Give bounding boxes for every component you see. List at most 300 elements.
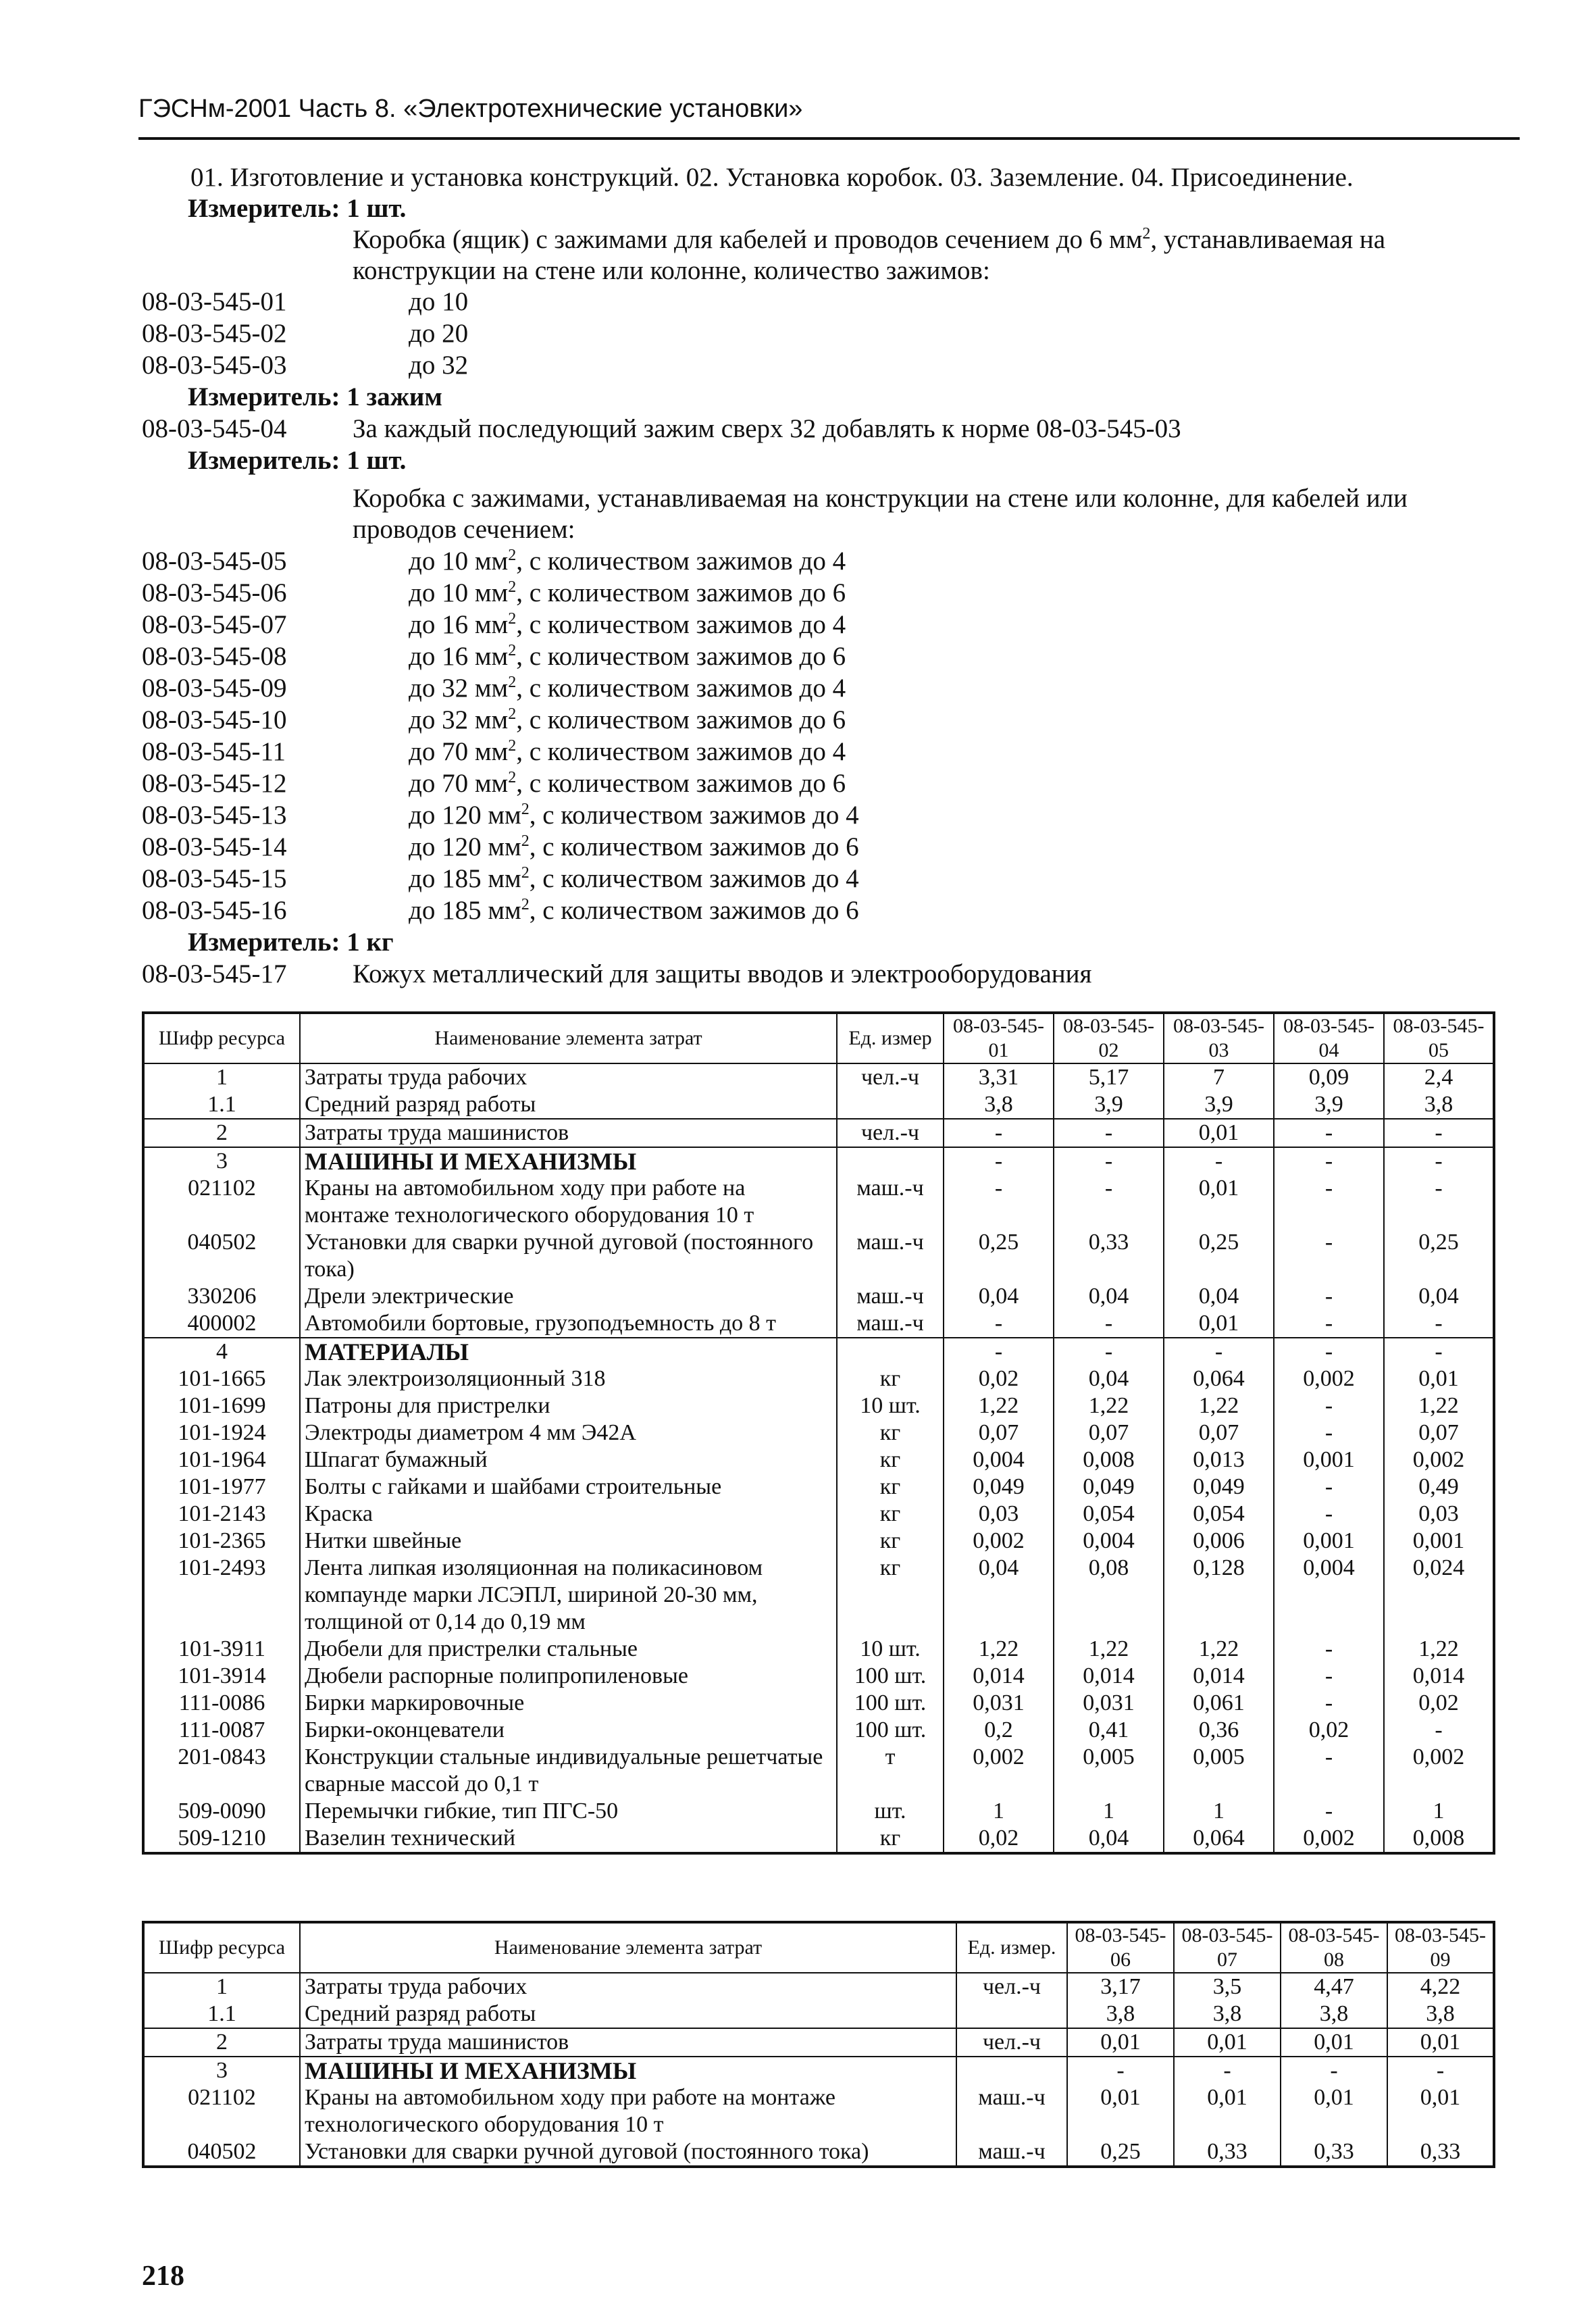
- resource-name-cell: Автомобили бортовые, грузоподъемность до 8 т: [300, 1310, 837, 1338]
- norm-text: до 10 $мм^2$, с количеством зажимов до 6: [409, 578, 846, 607]
- table-row: [143, 1636, 1494, 1663]
- value-cell: -: [1274, 1744, 1384, 1798]
- unit-cell: кг: [837, 1365, 944, 1392]
- table-row: [143, 1717, 1494, 1744]
- unit-cell: шт.: [837, 1798, 944, 1825]
- value-cell: 3,8: [1067, 2001, 1174, 2028]
- unit-cell: кг: [837, 1447, 944, 1474]
- norm-code: 08-03-545-04: [142, 414, 287, 443]
- value-cell: 0,09: [1274, 1063, 1384, 1091]
- table-row: [143, 1528, 1494, 1555]
- column-header: 08-03-545-01: [944, 1013, 1054, 1063]
- value-cell: -: [1164, 1338, 1274, 1365]
- unit-cell: чел.-ч: [837, 1063, 944, 1091]
- page-number: 218: [142, 2261, 184, 2292]
- resource-name-cell: Болты с гайками и шайбами строительные: [300, 1474, 837, 1501]
- table-row: [143, 1419, 1494, 1447]
- unit-cell: кг: [837, 1419, 944, 1447]
- resource-name-cell: Дрели электрические: [300, 1283, 837, 1310]
- column-header: Ед. измер: [837, 1013, 944, 1063]
- norm-code: 08-03-545-13: [142, 801, 287, 830]
- value-cell: 0,128: [1164, 1555, 1274, 1636]
- value-cell: -: [1274, 1310, 1384, 1338]
- table-row: [143, 1365, 1494, 1392]
- unit-cell: 100 шт.: [837, 1717, 944, 1744]
- value-cell: -: [1274, 1175, 1384, 1229]
- unit-cell: 100 шт.: [837, 1663, 944, 1690]
- table-row: [143, 1663, 1494, 1690]
- resource-code-cell: 201-0843: [143, 1744, 300, 1798]
- value-cell: 0,01: [1387, 2028, 1494, 2057]
- resource-code-cell: 021102: [143, 2084, 300, 2138]
- resource-name-cell: Установки для сварки ручной дуговой (постоянного тока): [300, 2138, 956, 2167]
- value-cell: 0,002: [944, 1528, 1054, 1555]
- table-row: [143, 1091, 1494, 1119]
- value-cell: 0,02: [944, 1365, 1054, 1392]
- table-row: [143, 2057, 1494, 2084]
- value-cell: 0,006: [1164, 1528, 1274, 1555]
- unit-cell: чел.-ч: [956, 1973, 1067, 2001]
- value-cell: 0,054: [1054, 1501, 1164, 1528]
- value-cell: 0,024: [1384, 1555, 1494, 1636]
- norm-code: 08-03-545-12: [142, 769, 287, 798]
- column-header: 08-03-545-08: [1281, 1922, 1387, 1973]
- value-cell: 0,04: [1054, 1283, 1164, 1310]
- value-cell: 0,001: [1384, 1528, 1494, 1555]
- value-cell: 0,005: [1164, 1744, 1274, 1798]
- value-cell: 0,002: [1274, 1365, 1384, 1392]
- table-row: [143, 1338, 1494, 1365]
- norm-text: до 70 $мм^2$, с количеством зажимов до 6: [409, 769, 846, 798]
- resource-code-cell: 021102: [143, 1175, 300, 1229]
- resource-name-cell: Краска: [300, 1501, 837, 1528]
- header-rule: [138, 137, 1520, 140]
- value-cell: 0,01: [1174, 2084, 1281, 2138]
- value-cell: 3,5: [1174, 1973, 1281, 2001]
- value-cell: 0,049: [1054, 1474, 1164, 1501]
- value-cell: 0,004: [1054, 1528, 1164, 1555]
- value-cell: 0,03: [944, 1501, 1054, 1528]
- value-cell: -: [1274, 1392, 1384, 1419]
- norm-text: до 10 $мм^2$, с количеством зажимов до 4: [409, 547, 846, 576]
- table-row: [143, 2001, 1494, 2028]
- value-cell: -: [1054, 1175, 1164, 1229]
- norm-text: до 70 $мм^2$, с количеством зажимов до 4: [409, 737, 846, 766]
- unit-cell: маш.-ч: [956, 2138, 1067, 2167]
- table-row: [143, 1447, 1494, 1474]
- value-cell: 0,33: [1054, 1229, 1164, 1283]
- norm-code: 08-03-545-07: [142, 610, 287, 639]
- value-cell: -: [1274, 1663, 1384, 1690]
- value-cell: 3,8: [944, 1091, 1054, 1119]
- norm-text: до 32 $мм^2$, с количеством зажимов до 6: [409, 705, 846, 734]
- value-cell: -: [1067, 2057, 1174, 2084]
- value-cell: -: [944, 1175, 1054, 1229]
- value-cell: -: [1274, 1636, 1384, 1663]
- value-cell: 0,33: [1174, 2138, 1281, 2167]
- value-cell: 1,22: [1384, 1636, 1494, 1663]
- value-cell: 0,02: [1384, 1690, 1494, 1717]
- norm-code: 08-03-545-11: [142, 737, 286, 766]
- column-header: 08-03-545-09: [1387, 1922, 1494, 1973]
- resource-name-cell: Лента липкая изоляционная на поликасиновом компаунде марки ЛСЭПЛ, шириной 20-30 мм, толщиной от 0,14 до 0,19 мм: [300, 1555, 837, 1636]
- value-cell: 0,33: [1387, 2138, 1494, 2167]
- norm-code: 08-03-545-03: [142, 351, 287, 380]
- table-row: [143, 2028, 1494, 2057]
- resource-name-cell: Средний разряд работы: [300, 1091, 837, 1119]
- resource-name-cell: Затраты труда машинистов: [300, 2028, 956, 2057]
- norm-code: 08-03-545-08: [142, 642, 287, 671]
- table-row: [143, 1474, 1494, 1501]
- norm-code: 08-03-545-09: [142, 674, 287, 703]
- value-cell: 0,054: [1164, 1501, 1274, 1528]
- value-cell: 1,22: [1054, 1636, 1164, 1663]
- resource-code-cell: 040502: [143, 2138, 300, 2167]
- value-cell: 0,064: [1164, 1365, 1274, 1392]
- unit-cell: 100 шт.: [837, 1690, 944, 1717]
- value-cell: 1,22: [944, 1636, 1054, 1663]
- description-1: Коробка (ящик) с зажимами для кабелей и проводов сечением до 6 $мм^2$, устанавливаемая на: [353, 225, 1386, 254]
- value-cell: 3,8: [1281, 2001, 1387, 2028]
- value-cell: 0,04: [944, 1555, 1054, 1636]
- value-cell: 7: [1164, 1063, 1274, 1091]
- norm-code: 08-03-545-06: [142, 578, 287, 607]
- value-cell: -: [1274, 1690, 1384, 1717]
- value-cell: 2,4: [1384, 1063, 1494, 1091]
- norm-code: 08-03-545-15: [142, 864, 287, 893]
- resource-name-cell: Бирки-оконцеватели: [300, 1717, 837, 1744]
- value-cell: 0,014: [1384, 1663, 1494, 1690]
- value-cell: 0,41: [1054, 1717, 1164, 1744]
- unit-cell: [837, 1338, 944, 1365]
- table-row: [143, 1555, 1494, 1636]
- value-cell: 0,01: [1067, 2084, 1174, 2138]
- value-cell: 0,001: [1274, 1528, 1384, 1555]
- value-cell: 0,04: [1054, 1365, 1164, 1392]
- resource-name-cell: Установки для сварки ручной дуговой (постоянного тока): [300, 1229, 837, 1283]
- value-cell: 0,25: [1067, 2138, 1174, 2167]
- value-cell: -: [944, 1147, 1054, 1175]
- value-cell: 0,01: [1384, 1365, 1494, 1392]
- resource-name-cell: Патроны для пристрелки: [300, 1392, 837, 1419]
- resource-name-cell: Перемычки гибкие, тип ПГС-50: [300, 1798, 837, 1825]
- table-header-row: [143, 1922, 1494, 1973]
- resource-code-cell: 2: [143, 1119, 300, 1147]
- table-row: [143, 2084, 1494, 2138]
- value-cell: 0,25: [1164, 1229, 1274, 1283]
- value-cell: -: [1274, 1229, 1384, 1283]
- value-cell: 3,31: [944, 1063, 1054, 1091]
- table-row: [143, 1798, 1494, 1825]
- value-cell: 0,04: [1054, 1825, 1164, 1853]
- unit-cell: чел.-ч: [956, 2028, 1067, 2057]
- meter-line-2: Измеритель: 1 зажим: [188, 382, 442, 411]
- table-row: [143, 1690, 1494, 1717]
- meter-label: Измеритель:: [188, 194, 340, 223]
- resource-code-cell: 2: [143, 2028, 300, 2057]
- norm-code: 08-03-545-16: [142, 896, 287, 925]
- resource-code-cell: 101-1924: [143, 1419, 300, 1447]
- resource-code-cell: 509-0090: [143, 1798, 300, 1825]
- value-cell: 0,08: [1054, 1555, 1164, 1636]
- column-header: 08-03-545-05: [1384, 1013, 1494, 1063]
- resource-code-cell: 509-1210: [143, 1825, 300, 1853]
- norm-text: до 185 $мм^2$, с количеством зажимов до 6: [409, 896, 859, 925]
- resource-name-cell: МАШИНЫ И МЕХАНИЗМЫ: [300, 1147, 837, 1175]
- resource-name-cell: Шпагат бумажный: [300, 1447, 837, 1474]
- resource-name-cell: Электроды диаметром 4 мм Э42А: [300, 1419, 837, 1447]
- norm-text: до 120 $мм^2$, с количеством зажимов до 4: [409, 801, 859, 830]
- norm-text: до 16 $мм^2$, с количеством зажимов до 6: [409, 642, 846, 671]
- resource-code-cell: 4: [143, 1338, 300, 1365]
- unit-cell: маш.-ч: [837, 1175, 944, 1229]
- value-cell: -: [1281, 2057, 1387, 2084]
- value-cell: 0,005: [1054, 1744, 1164, 1798]
- resource-code-cell: 101-2143: [143, 1501, 300, 1528]
- description-1-cont: конструкции на стене или колонне, количество зажимов:: [353, 256, 990, 285]
- resource-code-cell: 3: [143, 2057, 300, 2084]
- table-row: [143, 1825, 1494, 1853]
- value-cell: 1: [1384, 1798, 1494, 1825]
- value-cell: 0,07: [944, 1419, 1054, 1447]
- value-cell: -: [1274, 1283, 1384, 1310]
- norm-text: до 120 $мм^2$, с количеством зажимов до 6: [409, 832, 859, 861]
- value-cell: 0,2: [944, 1717, 1054, 1744]
- table-row: [143, 1392, 1494, 1419]
- value-cell: 1,22: [1054, 1392, 1164, 1419]
- value-cell: -: [1274, 1119, 1384, 1147]
- value-cell: 0,01: [1067, 2028, 1174, 2057]
- norm-text: до 16 $мм^2$, с количеством зажимов до 4: [409, 610, 846, 639]
- value-cell: -: [1164, 1147, 1274, 1175]
- norm-text: Кожух металлический для защиты вводов и электрооборудования: [353, 959, 1092, 988]
- value-cell: -: [1054, 1310, 1164, 1338]
- unit-cell: маш.-ч: [837, 1283, 944, 1310]
- value-cell: 0,01: [1387, 2084, 1494, 2138]
- unit-cell: кг: [837, 1528, 944, 1555]
- value-cell: 0,049: [944, 1474, 1054, 1501]
- value-cell: 0,25: [1384, 1229, 1494, 1283]
- resource-code-cell: 1: [143, 1973, 300, 2001]
- value-cell: -: [944, 1310, 1054, 1338]
- meter-line-4: Измеритель: 1 кг: [188, 928, 394, 957]
- value-cell: 0,04: [944, 1283, 1054, 1310]
- table-row: [143, 1119, 1494, 1147]
- resource-code-cell: 111-0087: [143, 1717, 300, 1744]
- resource-code-cell: 040502: [143, 1229, 300, 1283]
- value-cell: -: [1384, 1175, 1494, 1229]
- value-cell: 0,001: [1274, 1447, 1384, 1474]
- column-header: Наименование элемента затрат: [300, 1013, 837, 1063]
- value-cell: 0,008: [1054, 1447, 1164, 1474]
- value-cell: -: [1274, 1501, 1384, 1528]
- page-header: ГЭСНм-2001 Часть 8. «Электротехнические установки»: [138, 95, 803, 123]
- resource-code-cell: 3: [143, 1147, 300, 1175]
- value-cell: -: [1274, 1338, 1384, 1365]
- resource-name-cell: Нитки швейные: [300, 1528, 837, 1555]
- unit-cell: кг: [837, 1501, 944, 1528]
- value-cell: 1: [1054, 1798, 1164, 1825]
- value-cell: 0,02: [944, 1825, 1054, 1853]
- column-header: 08-03-545-07: [1174, 1922, 1281, 1973]
- norm-code: 08-03-545-05: [142, 547, 287, 576]
- resource-name-cell: Краны на автомобильном ходу при работе на монтаже технологического оборудования 10 т: [300, 1175, 837, 1229]
- value-cell: 0,004: [1274, 1555, 1384, 1636]
- value-cell: -: [1384, 1310, 1494, 1338]
- table-row: [143, 1063, 1494, 1091]
- unit-cell: [956, 2057, 1067, 2084]
- value-cell: 4,22: [1387, 1973, 1494, 2001]
- value-cell: -: [944, 1119, 1054, 1147]
- unit-cell: 10 шт.: [837, 1392, 944, 1419]
- unit-cell: маш.-ч: [956, 2084, 1067, 2138]
- table-row: [143, 1283, 1494, 1310]
- value-cell: 0,064: [1164, 1825, 1274, 1853]
- table-row: [143, 1744, 1494, 1798]
- meter-line-3: Измеритель: 1 шт.: [188, 446, 407, 475]
- resource-name-cell: Лак электроизоляционный 318: [300, 1365, 837, 1392]
- value-cell: 0,061: [1164, 1690, 1274, 1717]
- table-row: [143, 1229, 1494, 1283]
- value-cell: 0,013: [1164, 1447, 1274, 1474]
- value-cell: 0,014: [1164, 1663, 1274, 1690]
- value-cell: 0,002: [1384, 1744, 1494, 1798]
- resource-code-cell: 101-1665: [143, 1365, 300, 1392]
- value-cell: 0,07: [1164, 1419, 1274, 1447]
- table-row: [143, 1175, 1494, 1229]
- column-header: Шифр ресурса: [143, 1013, 300, 1063]
- value-cell: 3,9: [1054, 1091, 1164, 1119]
- value-cell: 3,8: [1387, 2001, 1494, 2028]
- resource-name-cell: Затраты труда рабочих: [300, 1973, 956, 2001]
- value-cell: 3,17: [1067, 1973, 1174, 2001]
- value-cell: 3,8: [1384, 1091, 1494, 1119]
- resource-code-cell: 101-1977: [143, 1474, 300, 1501]
- value-cell: 1: [944, 1798, 1054, 1825]
- value-cell: 1,22: [944, 1392, 1054, 1419]
- unit-cell: 10 шт.: [837, 1636, 944, 1663]
- value-cell: 0,014: [944, 1663, 1054, 1690]
- resource-name-cell: Затраты труда рабочих: [300, 1063, 837, 1091]
- column-header: 08-03-545-03: [1164, 1013, 1274, 1063]
- value-cell: -: [1174, 2057, 1281, 2084]
- table-row: [143, 1310, 1494, 1338]
- unit-cell: [837, 1147, 944, 1175]
- description-3-cont: проводов сечением:: [353, 515, 575, 544]
- norm-text: до 32: [409, 351, 469, 380]
- resource-name-cell: Средний разряд работы: [300, 2001, 956, 2028]
- norm-code: 08-03-545-01: [142, 287, 287, 316]
- resource-name-cell: Затраты труда машинистов: [300, 1119, 837, 1147]
- value-cell: -: [1384, 1119, 1494, 1147]
- table-row: [143, 1147, 1494, 1175]
- unit-cell: кг: [837, 1474, 944, 1501]
- value-cell: 0,04: [1164, 1283, 1274, 1310]
- resource-name-cell: МАШИНЫ И МЕХАНИЗМЫ: [300, 2057, 956, 2084]
- resource-code-cell: 1.1: [143, 1091, 300, 1119]
- column-header: Шифр ресурса: [143, 1922, 300, 1973]
- value-cell: 1: [1164, 1798, 1274, 1825]
- value-cell: 4,47: [1281, 1973, 1387, 2001]
- unit-cell: чел.-ч: [837, 1119, 944, 1147]
- resource-code-cell: 101-2365: [143, 1528, 300, 1555]
- value-cell: 5,17: [1054, 1063, 1164, 1091]
- value-cell: -: [1387, 2057, 1494, 2084]
- value-cell: 0,002: [1274, 1825, 1384, 1853]
- norm-code: 08-03-545-02: [142, 319, 287, 348]
- norm-text: до 185 $мм^2$, с количеством зажимов до 4: [409, 864, 859, 893]
- norm-text: до 10: [409, 287, 469, 316]
- resource-table-2: [142, 1921, 1495, 2168]
- value-cell: -: [1274, 1474, 1384, 1501]
- value-cell: 1,22: [1164, 1636, 1274, 1663]
- value-cell: -: [944, 1338, 1054, 1365]
- value-cell: 3,9: [1274, 1091, 1384, 1119]
- unit-cell: маш.-ч: [837, 1229, 944, 1283]
- resource-code-cell: 400002: [143, 1310, 300, 1338]
- value-cell: -: [1384, 1717, 1494, 1744]
- resource-code-cell: 1: [143, 1063, 300, 1091]
- value-cell: -: [1384, 1147, 1494, 1175]
- resource-name-cell: Краны на автомобильном ходу при работе на монтаже технологического оборудования 10 т: [300, 2084, 956, 2138]
- value-cell: -: [1054, 1338, 1164, 1365]
- value-cell: 3,9: [1164, 1091, 1274, 1119]
- unit-cell: [837, 1091, 944, 1119]
- unit-cell: т: [837, 1744, 944, 1798]
- value-cell: 0,07: [1384, 1419, 1494, 1447]
- value-cell: 0,04: [1384, 1283, 1494, 1310]
- column-header: 08-03-545-04: [1274, 1013, 1384, 1063]
- value-cell: 0,33: [1281, 2138, 1387, 2167]
- value-cell: 0,049: [1164, 1474, 1274, 1501]
- column-header: Наименование элемента затрат: [300, 1922, 956, 1973]
- resource-name-cell: Конструкции стальные индивидуальные решетчатые сварные массой до 0,1 т: [300, 1744, 837, 1798]
- resource-code-cell: 101-1964: [143, 1447, 300, 1474]
- resource-code-cell: 101-3911: [143, 1636, 300, 1663]
- meter-value: 1 шт.: [346, 194, 407, 223]
- unit-cell: [956, 2001, 1067, 2028]
- norm-code: 08-03-545-17: [142, 959, 287, 988]
- value-cell: -: [1274, 1798, 1384, 1825]
- value-cell: -: [1274, 1147, 1384, 1175]
- value-cell: 0,03: [1384, 1501, 1494, 1528]
- value-cell: 0,004: [944, 1447, 1054, 1474]
- description-3: Коробка с зажимами, устанавливаемая на конструкции на стене или колонне, для кабелей или: [353, 484, 1408, 513]
- resource-name-cell: Дюбели распорные полипропиленовые: [300, 1663, 837, 1690]
- resource-code-cell: 330206: [143, 1283, 300, 1310]
- column-header: 08-03-545-06: [1067, 1922, 1174, 1973]
- norm-code: 08-03-545-10: [142, 705, 287, 734]
- value-cell: 0,01: [1164, 1310, 1274, 1338]
- value-cell: 0,01: [1281, 2028, 1387, 2057]
- value-cell: 0,002: [944, 1744, 1054, 1798]
- resource-code-cell: 101-1699: [143, 1392, 300, 1419]
- value-cell: -: [1384, 1338, 1494, 1365]
- value-cell: 0,01: [1164, 1175, 1274, 1229]
- value-cell: 0,36: [1164, 1717, 1274, 1744]
- value-cell: -: [1274, 1419, 1384, 1447]
- value-cell: 0,01: [1164, 1119, 1274, 1147]
- unit-cell: кг: [837, 1825, 944, 1853]
- resource-name-cell: Дюбели для пристрелки стальные: [300, 1636, 837, 1663]
- value-cell: 0,031: [1054, 1690, 1164, 1717]
- value-cell: 0,01: [1281, 2084, 1387, 2138]
- value-cell: 0,25: [944, 1229, 1054, 1283]
- resource-name-cell: Вазелин технический: [300, 1825, 837, 1853]
- resource-table-1: [142, 1011, 1495, 1855]
- value-cell: 0,014: [1054, 1663, 1164, 1690]
- value-cell: 1,22: [1384, 1392, 1494, 1419]
